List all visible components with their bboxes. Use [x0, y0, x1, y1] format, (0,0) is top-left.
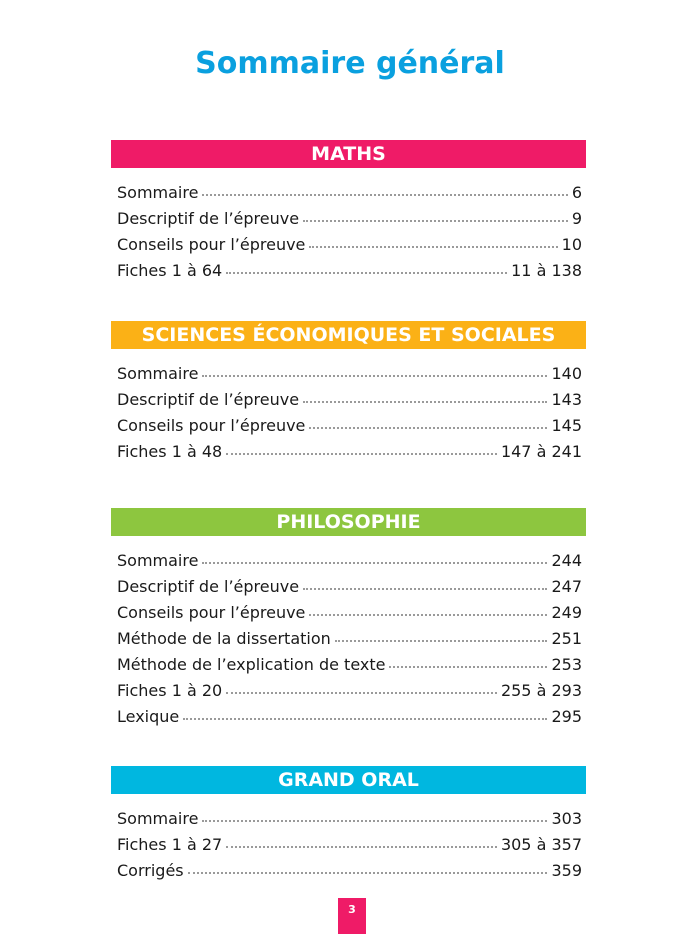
toc-entry-page: 303 [551, 809, 582, 828]
toc-entry[interactable] [111, 180, 586, 206]
toc-entry[interactable] [111, 439, 586, 465]
toc-entry-page: 6 [571, 183, 582, 202]
toc-entry-label: Descriptif de l’épreuve [117, 209, 300, 228]
toc-entry-label: Méthode de la dissertation [117, 629, 331, 648]
dot-leader [303, 210, 568, 222]
toc-entry-label: Sommaire [117, 551, 199, 570]
toc-entry[interactable] [111, 413, 586, 439]
toc-entry-label: Méthode de l’explication de texte [117, 655, 386, 674]
toc-entry[interactable] [111, 858, 586, 884]
toc-entry[interactable] [111, 806, 586, 832]
page-title: Sommaire général [195, 46, 505, 81]
toc-entry[interactable] [111, 574, 586, 600]
toc-entry-page: 251 [551, 629, 582, 648]
dot-leader [202, 552, 547, 564]
dot-leader [202, 184, 567, 196]
toc-entry[interactable] [111, 704, 586, 730]
toc-entry[interactable] [111, 232, 586, 258]
toc-entry-label: Lexique [117, 707, 180, 726]
dot-leader [389, 656, 547, 668]
dot-leader [309, 236, 557, 248]
toc-entry-label: Descriptif de l’épreuve [117, 577, 300, 596]
toc-entry-page: 255 à 293 [500, 681, 582, 700]
toc-entry[interactable] [111, 626, 586, 652]
section-banner: GRAND ORAL [111, 766, 586, 794]
toc-entry[interactable] [111, 258, 586, 284]
dot-leader [303, 391, 547, 403]
dot-leader [202, 810, 547, 822]
toc-entry[interactable] [111, 361, 586, 387]
toc-entry-label: Sommaire [117, 809, 199, 828]
dot-leader [226, 682, 497, 694]
toc-entry-page: 9 [571, 209, 582, 228]
toc-entry-page: 244 [551, 551, 582, 570]
toc-entry-page: 253 [551, 655, 582, 674]
dot-leader [309, 417, 547, 429]
dot-leader [183, 708, 547, 720]
toc-entry-page: 295 [551, 707, 582, 726]
toc-entry-label: Fiches 1 à 64 [117, 261, 223, 280]
toc-entry-page: 249 [551, 603, 582, 622]
dot-leader [226, 443, 497, 455]
toc-entry[interactable] [111, 832, 586, 858]
dot-leader [226, 262, 507, 274]
dot-leader [226, 836, 497, 848]
toc-entry-label: Sommaire [117, 183, 199, 202]
toc-entry[interactable] [111, 600, 586, 626]
section-ses [111, 321, 586, 465]
section-banner: SCIENCES ÉCONOMIQUES ET SOCIALES [111, 321, 586, 349]
dot-leader [303, 578, 547, 590]
toc-entry-page: 145 [551, 416, 582, 435]
toc-entry-page: 140 [551, 364, 582, 383]
section-philosophie [111, 508, 586, 730]
toc-entry-label: Conseils pour l’épreuve [117, 603, 306, 622]
toc-entry-page: 359 [551, 861, 582, 880]
toc-entry-page: 147 à 241 [500, 442, 582, 461]
toc-entry-label: Fiches 1 à 27 [117, 835, 223, 854]
toc-entry[interactable] [111, 387, 586, 413]
dot-leader [188, 862, 548, 874]
toc-entry-label: Descriptif de l’épreuve [117, 390, 300, 409]
dot-leader [335, 630, 548, 642]
section-grand-oral [111, 766, 586, 884]
toc-entry-label: Fiches 1 à 48 [117, 442, 223, 461]
section-maths [111, 140, 586, 284]
toc-entry-label: Fiches 1 à 20 [117, 681, 223, 700]
toc-entry[interactable] [111, 678, 586, 704]
toc-entry-label: Sommaire [117, 364, 199, 383]
toc-entry-label: Corrigés [117, 861, 184, 880]
toc-entry-label: Conseils pour l’épreuve [117, 235, 306, 254]
section-banner: MATHS [111, 140, 586, 168]
toc-entry-page: 143 [551, 390, 582, 409]
toc-entry-label: Conseils pour l’épreuve [117, 416, 306, 435]
toc-entry[interactable] [111, 652, 586, 678]
dot-leader [309, 604, 547, 616]
section-banner: PHILOSOPHIE [111, 508, 586, 536]
dot-leader [202, 365, 547, 377]
page-number-badge: 3 [338, 898, 366, 934]
toc-entry-page: 305 à 357 [500, 835, 582, 854]
toc-entry-page: 11 à 138 [511, 261, 582, 280]
toc-entry[interactable] [111, 206, 586, 232]
toc-entry-page: 247 [551, 577, 582, 596]
toc-entry[interactable] [111, 548, 586, 574]
toc-entry-page: 10 [561, 235, 582, 254]
